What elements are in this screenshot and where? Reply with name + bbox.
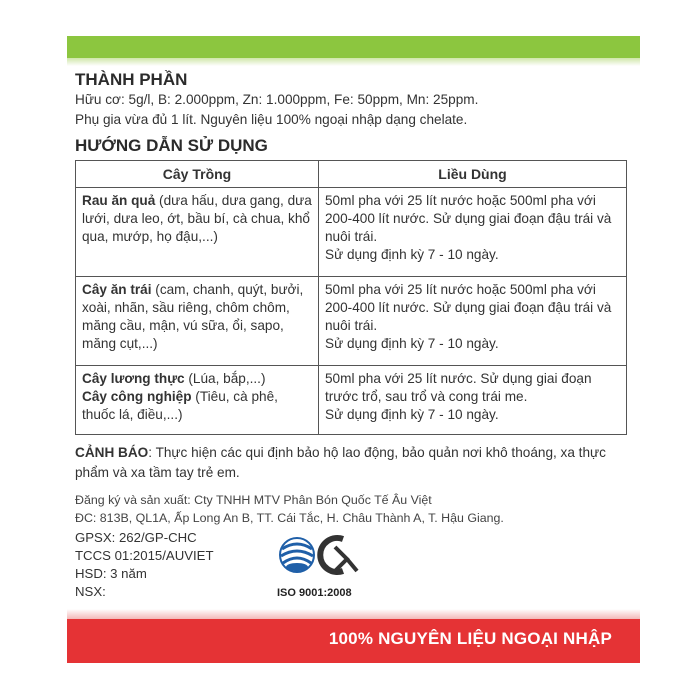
dose-text: 50ml pha với 25 lít nước. Sử dụng giai đoạn trước trổ, sau trổ và cong trái me. [325,371,592,404]
crop-detail-2: (Tiêu, cà phê, thuốc lá, điều,...) [82,389,278,422]
usage-table [75,160,627,435]
usage-title: HƯỚNG DẪN SỬ DỤNG [75,136,268,155]
table-row [76,366,627,435]
ingredients-line-2: Phụ gia vừa đủ 1 lít. Nguyên liệu 100% ngoại nhập dạng chelate. [75,112,468,127]
certification-logos [277,525,367,605]
slogan-text: 100% NGUYÊN LIỆU NGOẠI NHẬP [328,629,612,648]
tccs-text: TCCS 01:2015/AUVIET [75,548,214,563]
cq-mark-icon [320,538,357,572]
crop-detail: (Lúa, bắp,...) [184,371,266,386]
dose-cell [319,366,627,435]
registration-block [75,491,630,527]
dose-text: 50ml pha với 25 lít nước hoặc 500ml pha với 200-400 lít nước. Sử dụng giai đoạn đậu trái và nuôi trái. [325,193,612,244]
warning-paragraph [75,443,630,483]
dose-cell [319,277,627,366]
header-dose: Liều Dùng [319,161,627,188]
dose-cell [319,188,627,277]
iso-text: ISO 9001:2008 [277,587,352,599]
crop-name: Cây ăn trái [82,282,152,297]
warning-text: : Thực hiện các qui định bảo hộ lao động, bảo quản nơi khô thoáng, xa thực phẩm và xa tầm tay trẻ em. [75,445,606,480]
dose-note: Sử dụng định kỳ 7 - 10 ngày. [325,247,499,262]
table-row [76,188,627,277]
hsd-text: HSD: 3 năm [75,566,147,581]
top-green-band [67,36,640,58]
crop-name: Cây lương thực [82,371,185,386]
crop-name: Rau ăn quả [82,193,156,208]
crop-cell [76,366,319,435]
ingredients-title: THÀNH PHẦN [75,70,188,89]
license-block [75,529,630,609]
gpsx-text: GPSX: 262/GP-CHC [75,530,197,545]
registration-line-1: Đăng ký và sản xuất: Cty TNHH MTV Phân Bón Quốc Tế Âu Việt [75,493,432,507]
warning-title: CẢNH BÁO [75,445,149,460]
crop-name-2: Cây công nghiệp [82,389,192,404]
dose-note: Sử dụng định kỳ 7 - 10 ngày. [325,336,499,351]
crop-cell [76,277,319,366]
table-header-row [76,161,627,188]
crop-cell [76,188,319,277]
dose-text: 50ml pha với 25 lít nước hoặc 500ml pha với 200-400 lít nước. Sử dụng giai đoạn đậu trái và nuôi trái. [325,282,612,333]
header-crop: Cây Trồng [76,161,319,188]
ingredients-line-1: Hữu cơ: 5g/l, B: 2.000ppm, Zn: 1.000ppm, Fe: 50ppm, Mn: 25ppm. [75,92,479,107]
nsx-text: NSX: [75,584,106,599]
registration-line-2: ĐC: 813B, QL1A, Ấp Long An B, TT. Cái Tắc, H. Châu Thành A, T. Hậu Giang. [75,511,504,525]
crop-detail: (dưa hấu, dưa gang, dưa lưới, dưa leo, ớt, bầu bí, cà chua, khổ qua, mướp, họ đậu,...) [82,193,312,244]
label-content [75,70,630,609]
product-label [67,36,640,663]
table-row [76,277,627,366]
dose-note: Sử dụng định kỳ 7 - 10 ngày. [325,407,499,422]
bottom-red-band [67,619,640,663]
crop-detail: (cam, chanh, quýt, bưởi, xoài, nhãn, sầu riêng, chôm chôm, măng cầu, mận, vú sữa, ổi, sapo, măng cụt,...) [82,282,304,351]
